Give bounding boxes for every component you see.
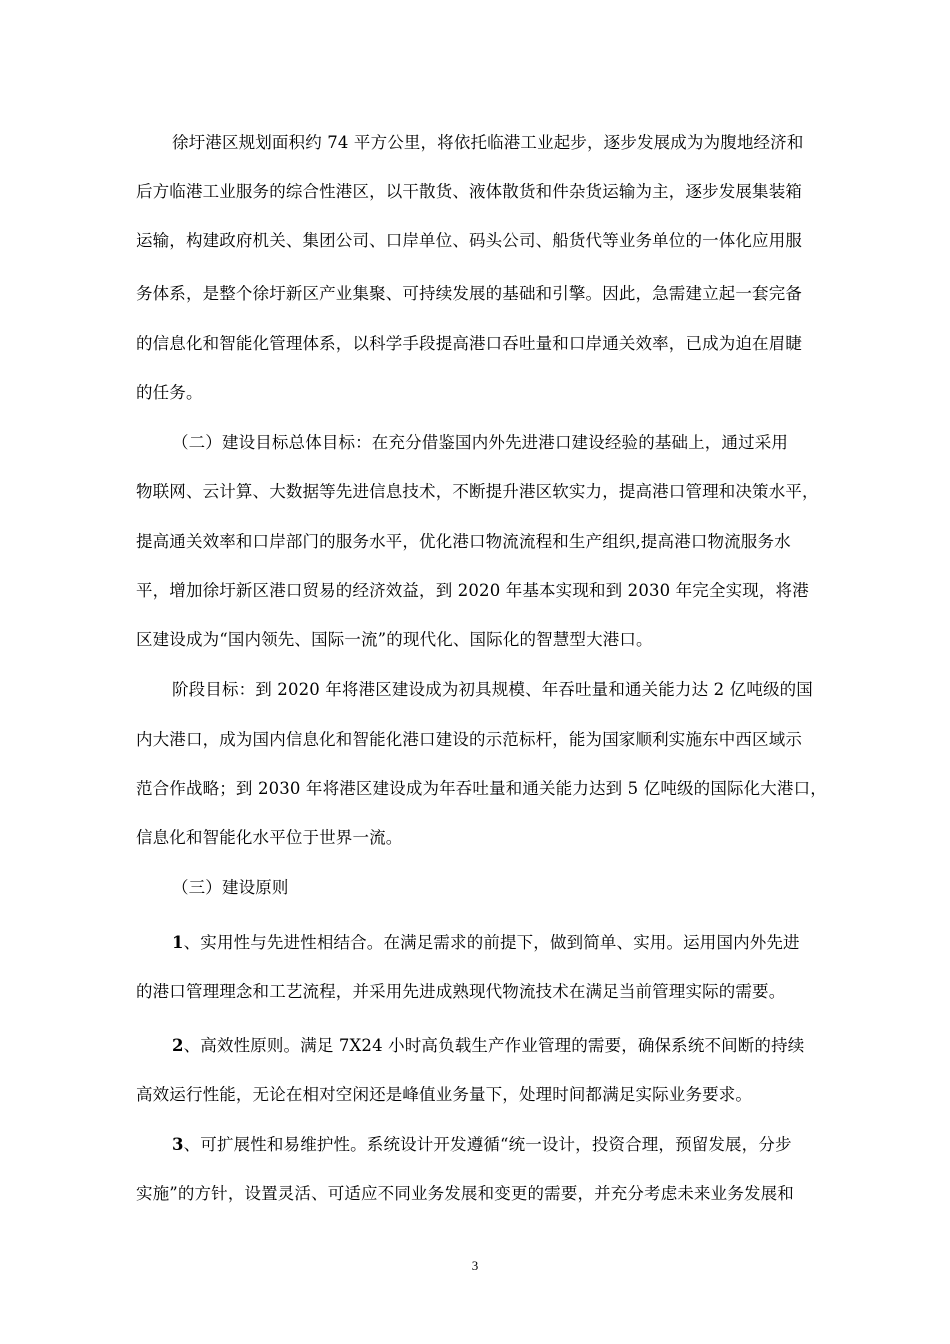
paragraph-1-line-6: 的任务。: [136, 383, 203, 402]
principle-3-number: 3: [172, 1135, 184, 1154]
principle-2-line-1: [172, 1035, 804, 1057]
paragraph-2-line-2: 物联网、云计算、大数据等先进信息技术，不断提升港区软实力，提高港口管理和决策水平，: [136, 482, 819, 501]
principle-1-line-2: 的港口管理理念和工艺流程，并采用先进成熟现代物流技术在满足当前管理实际的需要。: [136, 982, 786, 1001]
paragraph-2-line-5: 区建设成为“国内领先、国际一流”的现代化、国际化的智慧型大港口。: [136, 630, 653, 649]
paragraph-2-line-4: 平，增加徐圩新区港口贸易的经济效益，到 2020 年基本实现和到 2030 年完全实现，将港: [136, 581, 809, 600]
paragraph-2-line-1: （二）建设目标总体目标：在充分借鉴国内外先进港口建设经验的基础上，通过采用: [172, 433, 789, 452]
paragraph-2-line-3: 提高通关效率和口岸部门的服务水平，优化港口物流流程和生产组织,提高港口物流服务水: [136, 532, 791, 551]
paragraph-1-line-4: 务体系，是整个徐圩新区产业集聚、可持续发展的基础和引擎。因此，急需建立起一套完备: [136, 284, 802, 303]
principle-2-line-2: 高效运行性能，无论在相对空闲还是峰值业务量下，处理时间都满足实际业务要求。: [136, 1085, 753, 1104]
paragraph-3-line-4: 信息化和智能化水平位于世界一流。: [136, 828, 403, 847]
paragraph-1-line-2: 后方临港工业服务的综合性港区，以干散货、液体散货和件杂货运输为主，逐步发展集装箱: [136, 182, 802, 201]
paragraph-1-line-5: 的信息化和智能化管理体系，以科学手段提高港口吞吐量和口岸通关效率，已成为迫在眉睫: [136, 334, 802, 353]
page-number: 3: [471, 1258, 479, 1273]
principle-2-number: 2: [172, 1036, 184, 1055]
paragraph-1-line-1: 徐圩港区规划面积约 74 平方公里，将依托临港工业起步，逐步发展成为为腹地经济和: [172, 133, 804, 152]
paragraph-1-line-3: 运输，构建政府机关、集团公司、口岸单位、码头公司、船货代等业务单位的一体化应用服: [136, 231, 802, 250]
principle-3-text: 、可扩展性和易维护性。系统设计开发遵循“统一设计，投资合理，预留发展，分步: [183, 1135, 792, 1154]
paragraph-3-line-2: 内大港口，成为国内信息化和智能化港口建设的示范标杆，能为国家顺利实施东中西区域示: [136, 730, 802, 749]
paragraph-3-line-1: 阶段目标：到 2020 年将港区建设成为初具规模、年吞吐量和通关能力达 2 亿吨级的国: [172, 680, 813, 699]
principle-3-line-1: [172, 1134, 792, 1156]
principle-1-number: 1: [172, 933, 184, 952]
principle-2-text: 、高效性原则。满足 7X24 小时高负载生产作业管理的需要，确保系统不间断的持续: [183, 1036, 805, 1055]
paragraph-3-line-3: 范合作战略；到 2030 年将港区建设成为年吞吐量和通关能力达到 5 亿吨级的国际化大港口，: [136, 779, 827, 798]
principle-1-text: 、实用性与先进性相结合。在满足需求的前提下，做到简单、实用。运用国内外先进: [183, 933, 800, 952]
section-heading-principles: （三）建设原则: [172, 878, 289, 897]
principle-3-line-2: 实施”的方针，设置灵活、可适应不同业务发展和变更的需要，并充分考虑未来业务发展和: [136, 1184, 794, 1203]
principle-1-line-1: [172, 932, 800, 954]
